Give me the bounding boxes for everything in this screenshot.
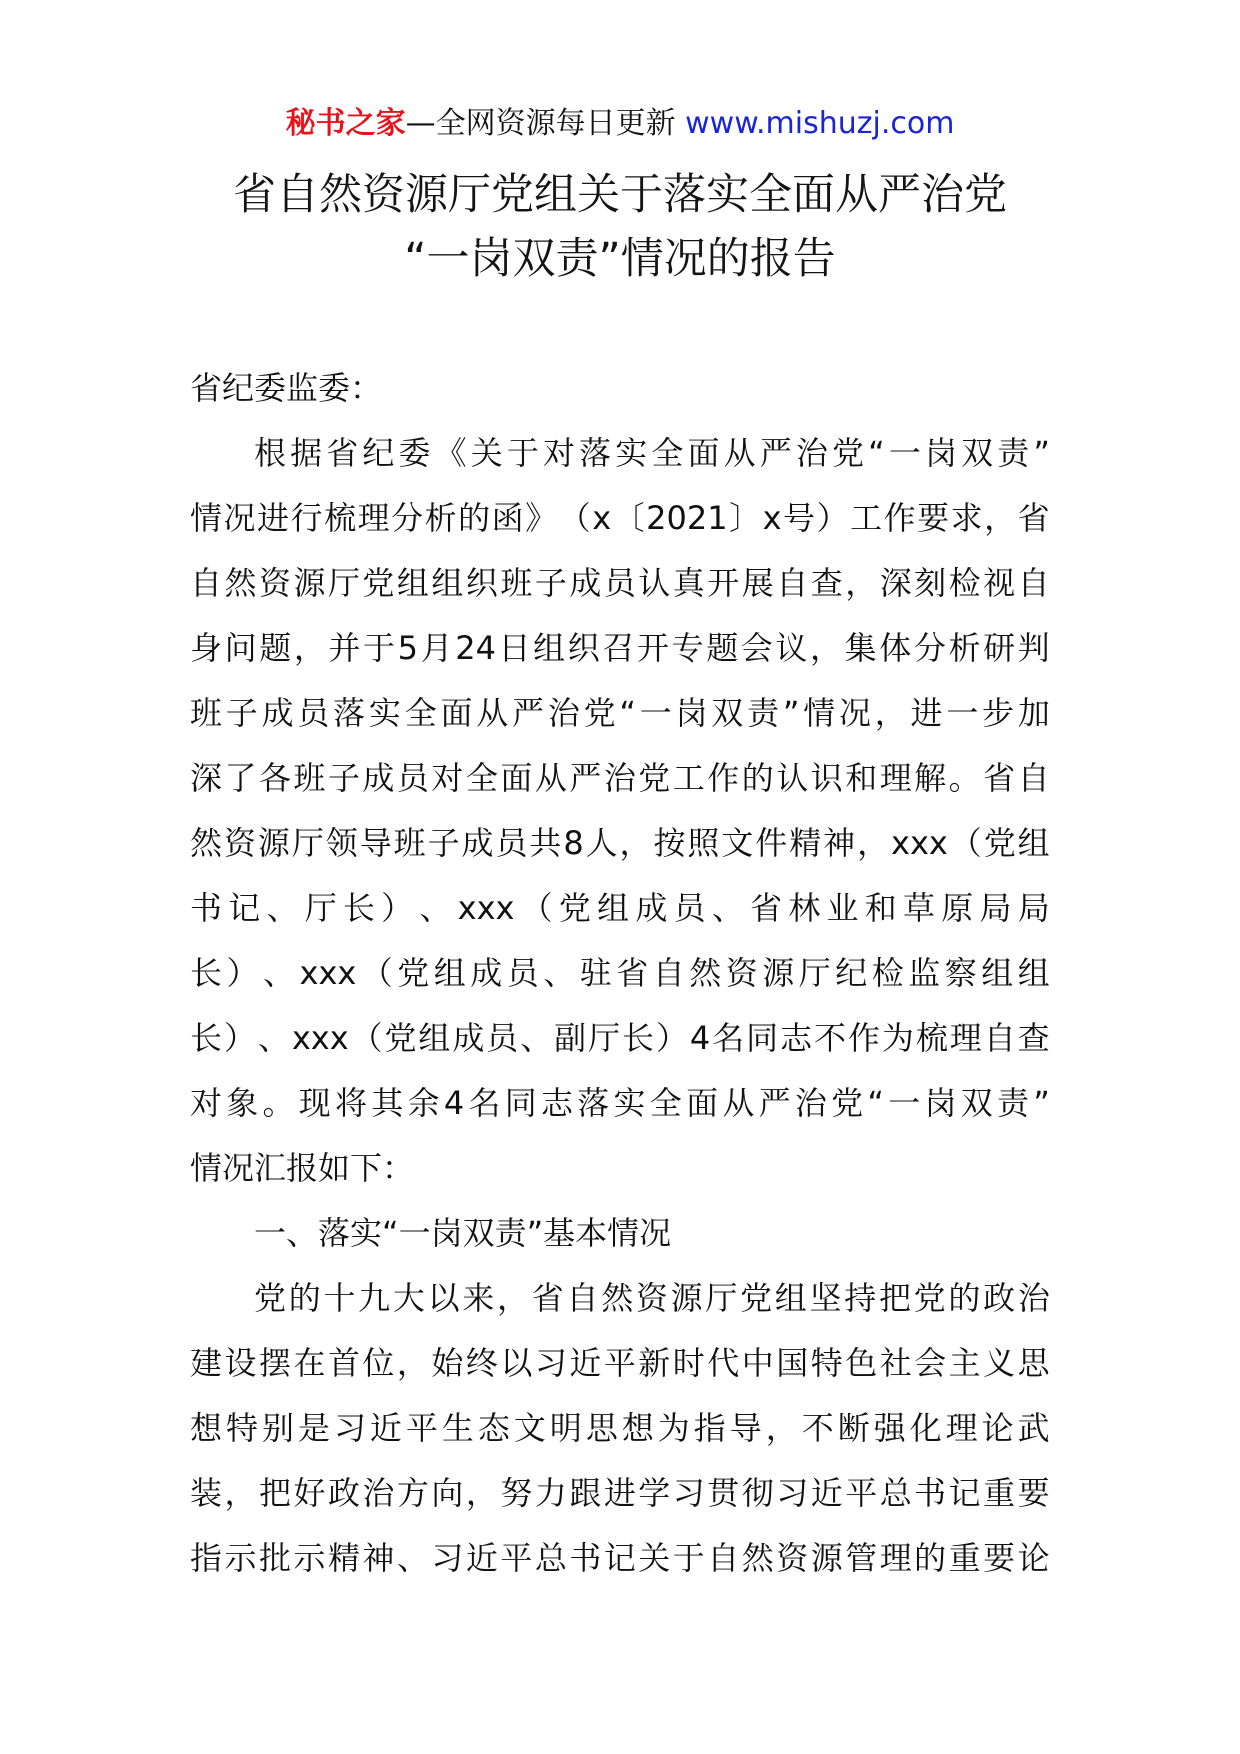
document-body	[190, 356, 1050, 1591]
salutation: 省纪委监委：	[190, 369, 383, 407]
watermark-brand: 秘书之家	[285, 106, 406, 141]
watermark-slogan: —全网资源每日更新	[405, 106, 686, 141]
paragraph-line: 对 象 。 现 将 其 余 4 名 同 志 落 实 全 面 从 严 治 党 “ 一 岗 双 责 ”	[190, 1084, 1050, 1122]
paragraph-line: 身 问 题 ， 并 于 5 月 24 日 组 织 召 开 专 题 会 议 ， 集 体 分 析 研 判	[190, 629, 1050, 667]
paragraph-line: 党 的 十 九 大 以 来 ， 省 自 然 资 源 厅 党 组 坚 持 把 党 的 政 治	[254, 1279, 1050, 1317]
paragraph-line: 根 据 省 纪 委 《 关 于 对 落 实 全 面 从 严 治 党 “ 一 岗 双 责 ”	[254, 434, 1050, 472]
paragraph-line: 书 记 、 厅 长 ） 、 xxx （ 党 组 成 员 、 省 林 业 和 草 原 局 局	[190, 889, 1050, 927]
document-title-line-1: 省自然资源厅党组关于落实全面从严治党	[233, 170, 1007, 220]
paragraph-line: 深 了 各 班 子 成 员 对 全 面 从 严 治 党 工 作 的 认 识 和 理 解 。 省 自	[190, 759, 1050, 797]
paragraph-line: 建 设 摆 在 首 位 ， 始 终 以 习 近 平 新 时 代 中 国 特 色 社 会 主 义 思	[190, 1344, 1050, 1382]
paragraph-line: 情 况 进 行 梳 理 分 析 的 函 》 （ x 〔 2021 〕 x 号 ） 工 作 要 求 ， 省	[190, 499, 1050, 537]
paragraph-line: 装 ， 把 好 政 治 方 向 ， 努 力 跟 进 学 习 贯 彻 习 近 平 总 书 记 重 要	[190, 1474, 1050, 1512]
paragraph-line: 想 特 别 是 习 近 平 生 态 文 明 思 想 为 指 导 ， 不 断 强 化 理 论 武	[190, 1409, 1050, 1447]
paragraph-line: 然 资 源 厅 领 导 班 子 成 员 共 8 人 ， 按 照 文 件 精 神 ， xxx （ 党 组	[190, 824, 1050, 862]
paragraph-line: 长 ） 、 xxx （ 党 组 成 员 、 副 厅 长 ） 4 名 同 志 不 作 为 梳 理 自 查	[190, 1019, 1050, 1057]
watermark-header	[0, 100, 1240, 148]
paragraph-line: 情况汇报如下：	[190, 1149, 415, 1187]
paragraph-line: 班 子 成 员 落 实 全 面 从 严 治 党 “ 一 岗 双 责 ” 情 况 ， 进 一 步 加	[190, 694, 1050, 732]
watermark-url[interactable]: www.mishuzj.com	[685, 106, 955, 141]
section-heading: 一、落实“一岗双责”基本情况	[254, 1214, 672, 1252]
document-title-line-2: “一岗双责”情况的报告	[404, 234, 836, 284]
paragraph-line: 长 ） 、 xxx （ 党 组 成 员 、 驻 省 自 然 资 源 厅 纪 检 监 察 组 组	[190, 954, 1050, 992]
paragraph-line: 自 然 资 源 厅 党 组 组 织 班 子 成 员 认 真 开 展 自 查 ， 深 刻 检 视 自	[190, 564, 1050, 602]
paragraph-line: 指 示 批 示 精 神 、 习 近 平 总 书 记 关 于 自 然 资 源 管 理 的 重 要 论	[190, 1539, 1050, 1577]
